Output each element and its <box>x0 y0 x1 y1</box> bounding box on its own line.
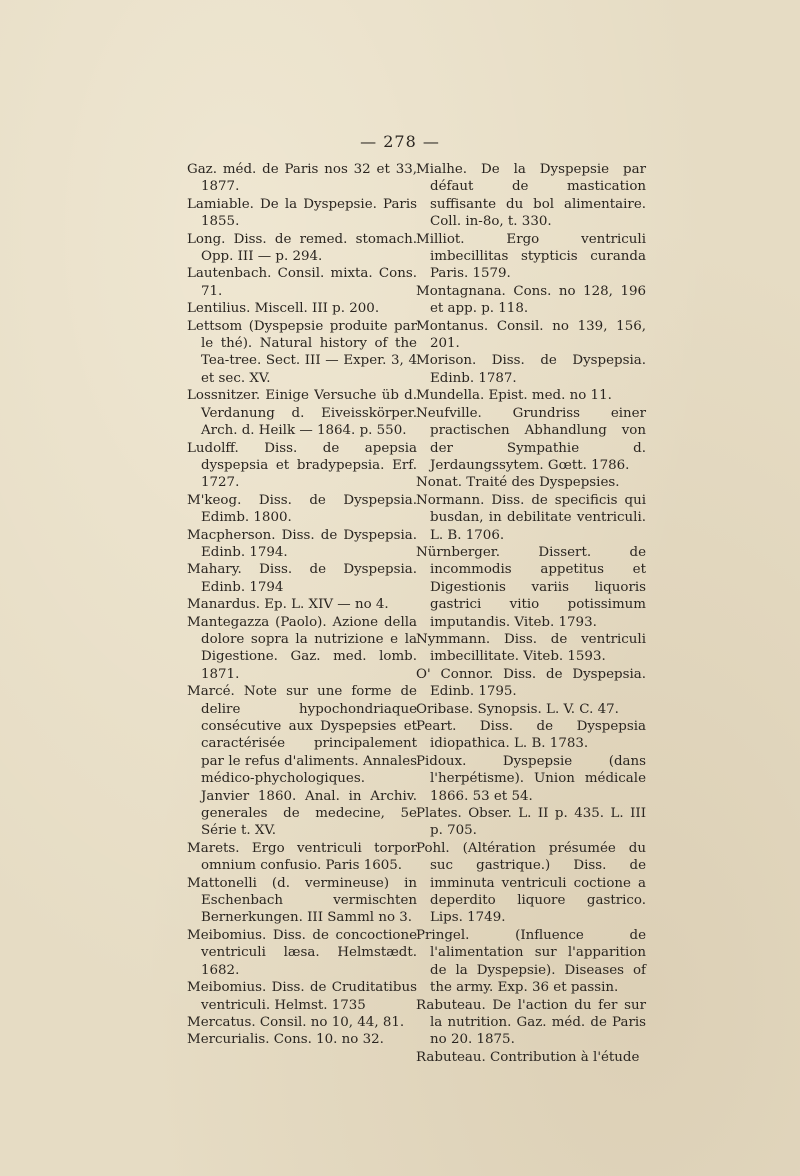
bibliography-entry: Marcé. Note sur une forme de delire hypochondriaque consécutive aux Dyspepsies et caractérisée principalement par le refus d'aliments. Annales médico-phychologiques. Janvier 1860. Anal. in Archiv. generales de medecine, 5e Série t. XV. <box>187 684 417 839</box>
bibliography-entry: Rabuteau. De l'action du fer sur la nutrition. Gaz. méd. de Paris no 20. 1875. <box>416 997 646 1048</box>
bibliography-entry: Montagnana. Cons. no 128, 196 et app. p. 118. <box>416 283 646 317</box>
bibliography-entry: Nürnberger. Dissert. de incommodis appetitus et Digestionis variis liquoris gastrici vitio potissimum imputandis. Viteb. 1793. <box>416 544 646 630</box>
right-column <box>416 161 646 1066</box>
bibliography-entry: Pringel. (Influence de l'alimentation sur l'apparition de la Dyspepsie). Diseases of the army. Exp. 36 et passin. <box>416 927 646 996</box>
page-number: — 278 — <box>360 132 440 151</box>
bibliography-entry: Mercurialis. Cons. 10. no 32. <box>187 1032 384 1048</box>
bibliography-entry: Neufville. Grundriss einer practischen Abhandlung von der Sympathie d. Jerdaungssytem. Gœtt. 1786. <box>416 405 646 473</box>
bibliography-entry: Meibomius. Diss. de Cruditatibus ventriculi. Helmst. 1735 <box>187 980 417 1013</box>
bibliography-entry: Plates. Obser. L. II p. 435. L. III p. 705. <box>416 806 646 839</box>
bibliography-entry: Pohl. (Altération présumée du suc gastrique.) Diss. de imminuta ventriculi coctione a deperdito liquore gastrico. Lips. 1749. <box>416 840 646 926</box>
bibliography-entry: Mattonelli (d. vermineuse) in Eschenbach vermischten Bernerkungen. III Samml no 3. <box>187 875 417 926</box>
bibliography-entry: Manardus. Ep. L. XIV — no 4. <box>187 597 389 613</box>
bibliography-entry: Meibomius. Diss. de concoctione ventriculi læsa. Helmstædt. 1682. <box>187 927 417 978</box>
bibliography-entry: Marets. Ergo ventriculi torpor omnium confusio. Paris 1605. <box>187 840 417 874</box>
bibliography-entry: Morison. Diss. de Dyspepsia. Edinb. 1787. <box>416 353 646 386</box>
bibliography-entry: Montanus. Consil. no 139, 156, 201. <box>416 318 646 352</box>
bibliography-entry: M'keog. Diss. de Dyspepsia. Edimb. 1800. <box>187 492 417 526</box>
left-column <box>187 161 417 1049</box>
bibliography-entry: Mantegazza (Paolo). Azione della dolore sopra la nutrizione e la Digestione. Gaz. med. lomb. 1871. <box>187 614 417 682</box>
bibliography-entry: Lettsom (Dyspepsie produite par le thé). Natural history of the Tea-tree. Sect. III — Exper. 3, 4 et sec. XV. <box>187 318 417 386</box>
bibliography-entry: Lamiable. De la Dyspepsie. Paris 1855. <box>187 196 417 230</box>
bibliography-entry: Gaz. méd. de Paris nos 32 et 33, 1877. <box>187 162 417 195</box>
bibliography-entry: Nonat. Traité des Dyspepsies. <box>416 475 620 491</box>
bibliography-entry: Mercatus. Consil. no 10, 44, 81. <box>187 1014 405 1030</box>
bibliography-entry: Lossnitzer. Einige Versuche üb d. Verdanung d. Eiveisskörper. Arch. d. Heilk — 1864. p. 550. <box>187 388 417 439</box>
bibliography-entry: Normann. Diss. de specificis qui busdan, in debilitate ventriculi. L. B. 1706. <box>416 492 646 543</box>
bibliography-entry: Mialhe. De la Dyspepsie par défaut de mastication suffisante du bol alimentaire. Coll. in-8o, t. 330. <box>416 162 646 230</box>
bibliography-entry: Peart. Diss. de Dyspepsia idiopathica. L. B. 1783. <box>416 719 646 752</box>
bibliography-entry: Rabuteau. Contribution à l'étude <box>416 1049 640 1065</box>
bibliography-entry: O' Connor. Diss. de Dyspepsia. Edinb. 1795. <box>416 666 646 700</box>
bibliography-entry: Lentilius. Miscell. III p. 200. <box>187 301 380 317</box>
bibliography-entry: Oribase. Synopsis. L. V. C. 47. <box>416 701 619 717</box>
bibliography-entry: Ludolff. Diss. de apepsia dyspepsia et bradypepsia. Erf. 1727. <box>187 440 417 491</box>
bibliography-entry: Long. Diss. de remed. stomach. Opp. III — p. 294. <box>187 231 417 265</box>
bibliography-entry: Lautenbach. Consil. mixta. Cons. 71. <box>187 266 417 299</box>
bibliography-entry: Nymmann. Diss. de ventriculi imbecillitate. Viteb. 1593. <box>416 631 646 665</box>
bibliography-entry: Pidoux. Dyspepsie (dans l'herpétisme). Union médicale 1866. 53 et 54. <box>416 753 646 804</box>
bibliography-entry: Mundella. Epist. med. no 11. <box>416 388 612 404</box>
bibliography-entry: Mahary. Diss. de Dyspepsia. Edinb. 1794 <box>187 562 417 595</box>
bibliography-entry: Milliot. Ergo ventriculi imbecillitas stypticis curanda Paris. 1579. <box>416 231 646 282</box>
bibliography-entry: Macpherson. Diss. de Dyspepsia. Edinb. 1794. <box>187 527 417 560</box>
